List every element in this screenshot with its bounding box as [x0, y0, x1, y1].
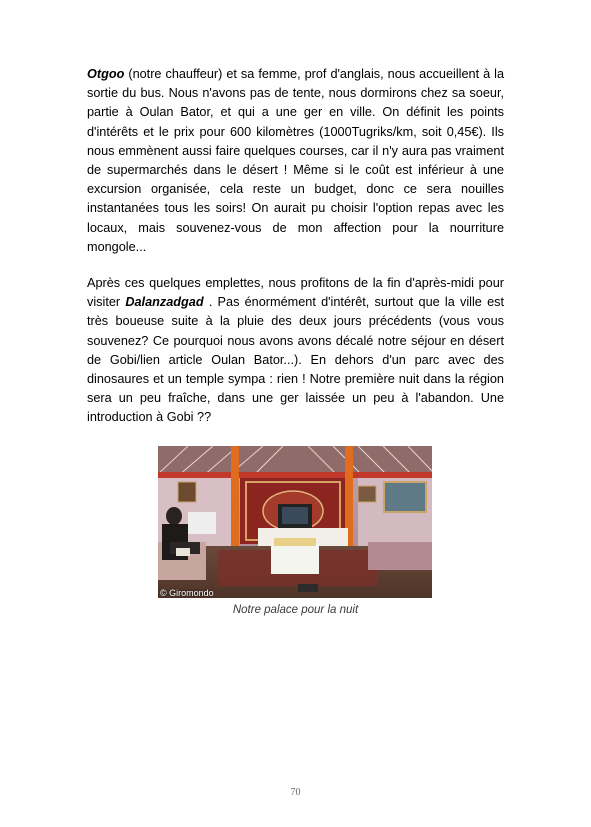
- paragraph-2-text-after: . Pas énormément d'intérêt, surtout que la ville est très boueuse suite à la pluie des deux jours précédents (vous vous souvenez? Ce pourquoi nous avons avons décalé notre séjour en désert de Gobi/lien article Oulan Bator...). En dehors d'un parc avec des dinosaures et un temple sympa : rien ! Notre première nuit dans la région sera un peu fraîche, dans une ger laissée un peu à l'abandon. Une introduction à Gobi ??: [87, 295, 504, 425]
- place-name: Dalanzadgad: [125, 295, 204, 310]
- paragraph-2-text-before: Après ces quelques emplettes, nous profitons de la fin d'après-midi pour visiter: [87, 276, 504, 310]
- page-number: 70: [290, 787, 301, 798]
- paragraph-1-text: (notre chauffeur) et sa femme, prof d'anglais, nous accueillent à la sortie du bus. Nous n'avons pas de tente, nous dormirons chez sa soeur, partie à Oulan Bator, et qui a une ger en ville. On définit les points d'intérêts et le prix pour 600 kilomètres (1000Tugriks/km, soit 0,45€). Ils nous emmènent aussi faire quelques courses, car il n'y aura pas vraiment de supermarchés dans le désert ! Même si le coût est inférieur à une excursion organisée, cela reste un budget, donc ce sera nouilles instantanées tous les soirs! On aurait pu choisir l'option repas avec les locaux, mais souvenez-vous de mon affection pour la nourriture mongole...: [87, 67, 504, 254]
- ger-interior-photo: [158, 446, 432, 598]
- photo-credit: © Giromondo: [160, 588, 214, 598]
- photo-caption: Notre palace pour la nuit: [232, 604, 359, 616]
- paragraph-1: [87, 65, 504, 257]
- paragraph-2: [87, 274, 504, 428]
- driver-name: Otgoo: [87, 67, 125, 81]
